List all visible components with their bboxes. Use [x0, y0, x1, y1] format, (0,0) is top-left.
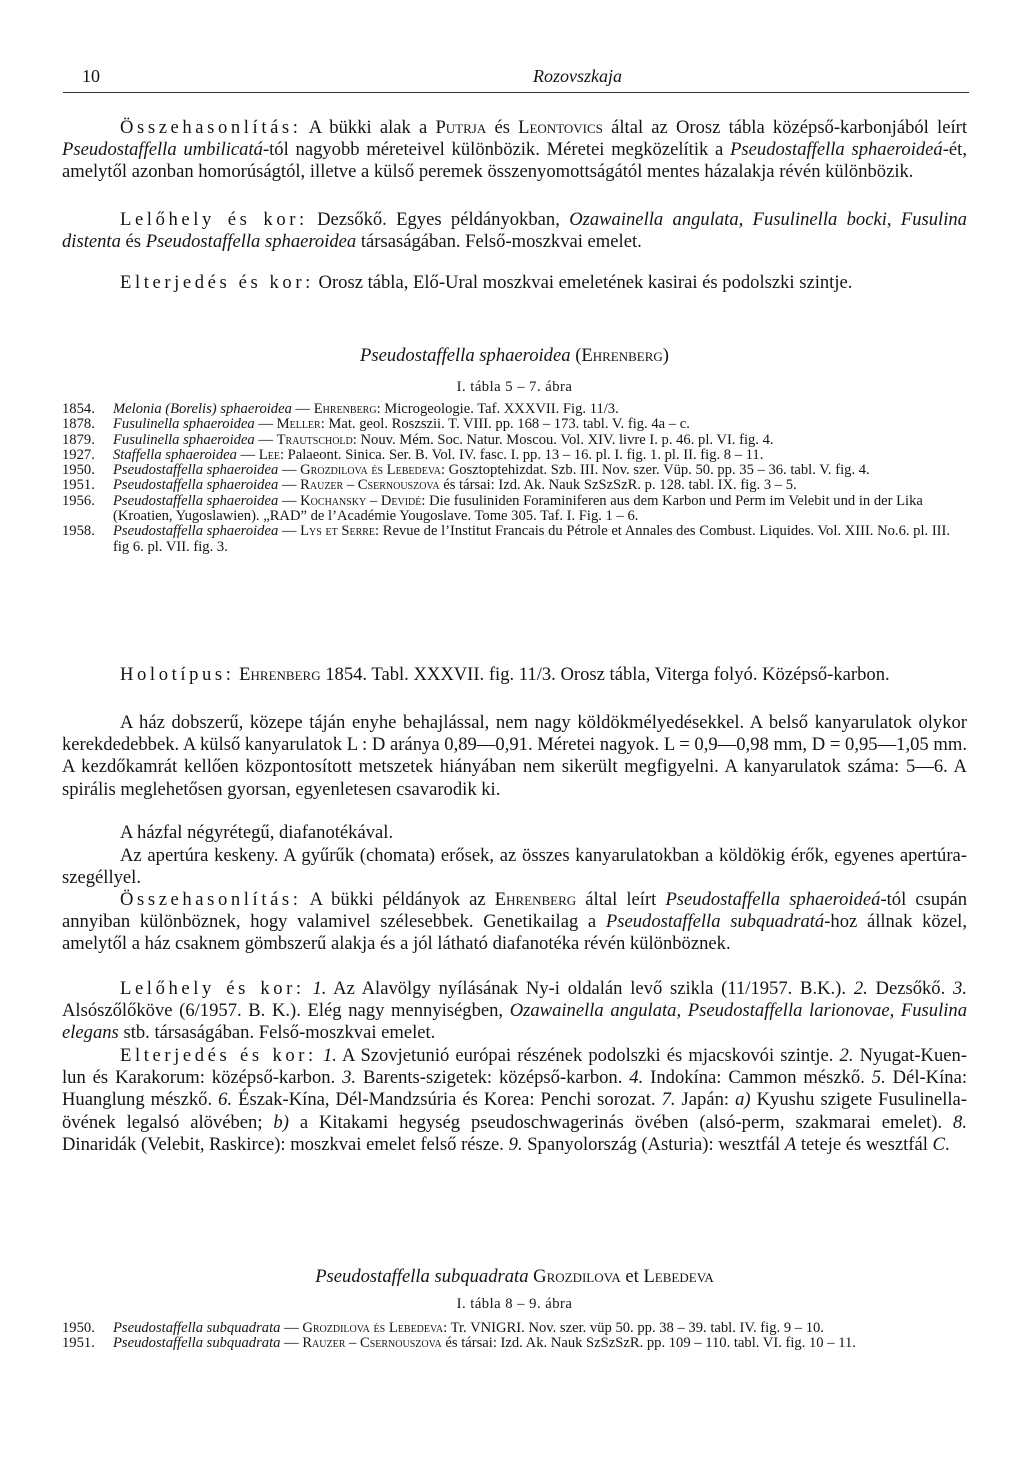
taxon-name: Pseudostaffella sphaeroideá	[665, 889, 881, 910]
synonymy-entry: 1958. Pseudostaffella sphaeroidea — Lys et Serre: Revue de l’Institut Francais du Pétrole et Annales des Combust. Liquides. Vol. XIII. No.6. pl. III. fig 6. pl. VII. fig. 3.	[62, 523, 951, 555]
locality-paragraph-2: Lelőhely és kor: 1. Az Alavölgy nyílásának Ny-i oldalán levő szikla (11/1957. B.K.). 2. Dezsőkő. 3. Alsószőlőköve (6/1957. B. K.). Elég nagy mennyiségben, Ozawainella angulata, Pseudostaffella larionovae, Fusulina elegans stb. társaságában. Felső-moszkvai emelet.	[62, 978, 968, 1044]
comparison-label: Összehasonlítás:	[120, 117, 302, 138]
distribution-paragraph-2: Elterjedés és kor: 1. A Szovjetunió európai részének podolszki és mjacskovói szintje. 2. Nyugat-Kuen-lun és Karakorum: középső-karbon. 3. Barents-szigetek: középső-karbon. 4. Indokína: Cammon mészkő. 5. Dél-Kína: Huanglung mészkő. 6. Észak-Kína, Dél-Mandzsúria és Korea: Penchi sorozat. 7. Japán: a) Kyushu szigete Fusulinella-övének legalsó alövében; b) a Kitakami hegység pseudoschwagerinás övében (alsó-perm, szakmarai emelet). 8. Dinaridák (Velebit, Raskirce): moszkvai emelet felső része. 9. Spanyolország (Asturia): wesztfál A teteje és wesztfál C.	[62, 1045, 967, 1155]
running-title: Rozovszkaja	[533, 66, 622, 86]
synonymy-list-2	[62, 1321, 967, 1352]
species-author: (Ehrenberg)	[575, 345, 669, 366]
taxon-name: Pseudostaffella umbilicatá	[62, 139, 263, 161]
holotype-paragraph: Holotípus: Ehrenberg 1854. Tabl. XXXVII. fig. 11/3. Orosz tábla, Viterga folyó. Középső-karbon.	[120, 664, 890, 685]
taxon-name: Ozawainella angulata, Fusulinella bocki, Fusulina distenta	[62, 209, 967, 253]
author-name: Leontovics	[518, 117, 603, 138]
author-name: Ehrenberg	[494, 889, 577, 910]
synonymy-list-1	[62, 402, 967, 555]
distribution-label: Elterjedés és kor:	[120, 272, 314, 293]
species-name: Pseudostaffella sphaeroidea	[359, 345, 571, 366]
species-author: Grozdilova	[533, 1266, 621, 1287]
locality-label: Lelőhely és kor:	[120, 978, 305, 999]
plate-reference: I. tábla 8 – 9. ábra	[456, 1296, 573, 1312]
synonymy-entry: 1956. Pseudostaffella sphaeroidea — Kochansky – Devidé: Die fusuliniden Foraminiferen aus dem Karbon und Perm im Velebit und in der Lika (Kroatien, Yugoslawien). „RAD” de l’Académie Yougoslave. Tome 305. Taf. I. Fig. 1 – 6.	[62, 492, 923, 525]
author-name: Ehrenberg	[239, 664, 321, 685]
distribution-paragraph-1: Elterjedés és kor: Orosz tábla, Elő-Ural moszkvai emeletének kasirai és podolszki szintje.	[120, 272, 853, 293]
description-paragraph: A ház dobszerű, közepe táján enyhe behajlással, nem nagy köldökmélyedésekkel. A belső kanyarulatok olykor kerekdedebbek. A külső kanyarulatok L : D aránya 0,89—0,91. Méretei nagyok. L = 0,9—0,98 mm, D = 0,95—1,05 mm. A kezdőkamrát kellően központosított metszetek hiányában nem sikerült megfigyelni. A kanyarulatok száma: 5—6. A spirális meglehetősen gyorsan, egyenletesen csavarodik ki.	[62, 712, 967, 800]
synonymy-entry: 1927. Staffella sphaeroidea — Lee: Palaeont. Sinica. Ser. B. Vol. IV. fasc. I. pp. 13 – 16. pl. I. fig. 1. pl. II. fig. 8 – 11.	[62, 446, 764, 463]
synonymy-entry: 1854. Melonia (Borelis) sphaeroidea — Ehrenberg: Microgeologie. Taf. XXXVII. Fig. 11/3.	[62, 401, 619, 417]
taxon-name: Pseudostaffella sphaeroidea	[145, 231, 357, 253]
running-header	[63, 66, 969, 93]
taxon-name: Pseudostaffella sphaeroideá	[730, 139, 943, 161]
synonymy-entry: 1878. Fusulinella sphaeroidea — Meller: Mat. geol. Roszszii. T. VIII. pp. 168 – 173. tabl. V. fig. 4a – c.	[62, 416, 690, 433]
species-heading-1	[62, 345, 967, 396]
species-author: Lebedeva	[643, 1266, 714, 1287]
synonymy-entry: 1950. Pseudostaffella subquadrata — Grozdilova és Lebedeva: Tr. VNIGRI. Nov. szer. vüp 50. pp. 38 – 39. tabl. IV. fig. 9 – 10.	[62, 1320, 824, 1336]
page-number: 10	[82, 66, 100, 86]
distribution-label: Elterjedés és kor:	[120, 1045, 317, 1066]
synonymy-entry: 1951. Pseudostaffella subquadrata — Rauzer – Csernouszova és társai: Izd. Ak. Nauk SzSzSzR. pp. 109 – 110. tabl. VI. fig. 10 – 11.	[62, 1335, 856, 1352]
aperture-paragraph: Az apertúra keskeny. A gyűrűk (chomata) erősek, az összes kanyarulatokban a köldökig érők, egyenes apertúra-szegéllyel.	[62, 845, 967, 889]
synonymy-entry: 1879. Fusulinella sphaeroidea — Trautschold: Nouv. Mém. Soc. Natur. Moscou. Vol. XIV. livre I. p. 46. pl. VI. fig. 4.	[62, 431, 774, 448]
locality-label: Lelőhely és kor:	[120, 209, 308, 230]
synonymy-entry: 1951. Pseudostaffella sphaeroidea — Rauzer – Csernouszova és társai: Izd. Ak. Nauk SzSzSzR. p. 128. tabl. IX. fig. 3 – 5.	[62, 477, 797, 494]
holotype-label: Holotípus:	[120, 664, 235, 685]
wall-paragraph: A házfal négyrétegű, diafanotékával.	[120, 822, 394, 843]
synonymy-entry: 1950. Pseudostaffella sphaeroidea — Grozdilova és Lebedeva: Gosztoptehizdat. Szb. III. Nov. szer. Vüp. 50. pp. 35 – 36. tabl. V. fig. 4.	[62, 462, 870, 479]
comparison-paragraph-1: Összehasonlítás: A bükki alak a Putrja és Leontovics által az Orosz tábla középső-karbonjából leírt Pseudostaffella umbilicatá-tól nagyobb méreteivel különbözik. Méretei megközelítik a Pseudostaffella sphaeroideá-ét, amelytől azonban homorúságtól, illetve a külső peremek összenyomottságától mentes házalakja révén különbözik.	[62, 117, 967, 183]
taxon-name: Pseudostaffella subquadratá	[605, 911, 825, 933]
species-name: Pseudostaffella subquadrata	[315, 1266, 529, 1287]
taxon-name: Ozawainella angulata, Pseudostaffella larionovae, Fusulina elegans	[62, 1000, 968, 1044]
comparison-label: Összehasonlítás:	[120, 889, 302, 910]
locality-paragraph-1: Lelőhely és kor: Dezsőkő. Egyes példányokban, Ozawainella angulata, Fusulinella bocki, Fusulina distenta és Pseudostaffella sphaeroidea társaságában. Felső-moszkvai emelet.	[62, 209, 967, 253]
species-heading-2: Pseudostaffella subquadrata Grozdilova et Lebedeva I. tábla 8 – 9. ábra	[62, 1266, 967, 1313]
author-name: Putrja	[435, 117, 487, 138]
plate-reference: I. tábla 5 – 7. ábra	[456, 379, 573, 395]
comparison-paragraph-2: Összehasonlítás: A bükki példányok az Ehrenberg által leírt Pseudostaffella sphaeroideá-tól csupán annyiban különböznek, hogy valamivel szélesebbek. Genetikailag a Pseudostaffella subquadratá-hoz állnak közel, amelytől a ház csaknem gömbszerű alakja és a jól látható diafanotéka révén különböznek.	[62, 889, 967, 955]
